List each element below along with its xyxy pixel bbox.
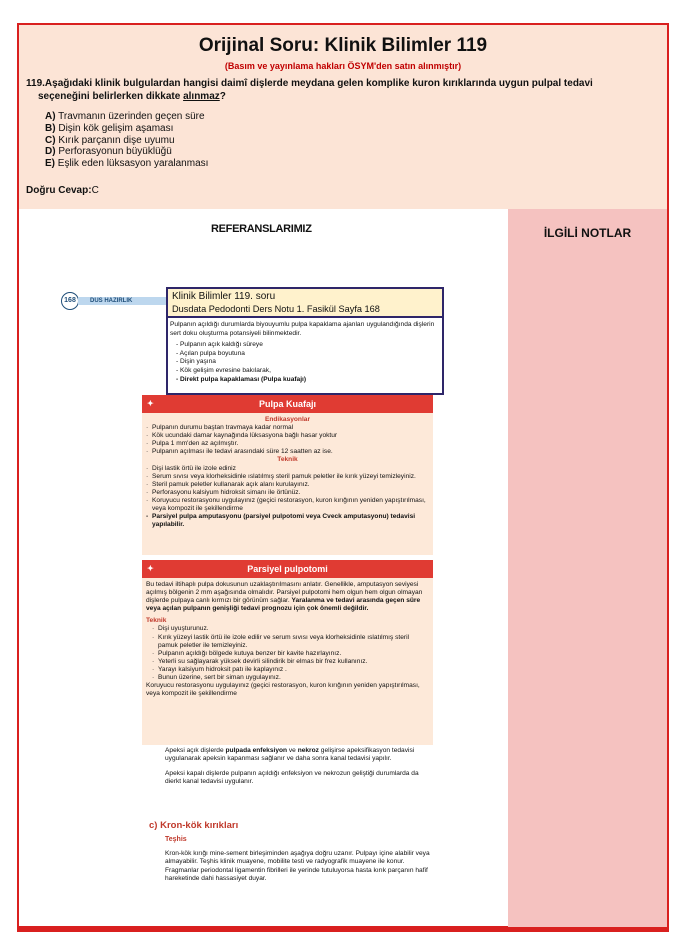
list-item: · Pulpa 1 mm'den az açılmıştır.: [146, 440, 429, 448]
apex-text: gelişirse apeksifikasyon tedavisi uygulanarak apeksin kapanması sağlanır ve daha sonra kanal tedavisi yapılır.: [165, 747, 415, 763]
kuafaj-indications-heading: Endikasyonlar: [264, 416, 311, 423]
list-item: · Pulpanın açıldığı bölgede kutuya benzer bir kavite hazırlayınız.: [152, 650, 429, 658]
pulpotomi-body: [142, 578, 433, 701]
pulpotomi-title: Parsiyel pulpotomi: [247, 564, 328, 574]
list-item-bold: - Parsiyel pulpa amputasyonu (parsiyel pulpotomi veya Cveck amputasyonu) tedavisi yapılabilir.: [146, 513, 429, 529]
answer-label: Doğru Cevap:: [26, 185, 92, 196]
kuafaj-header: [142, 395, 433, 413]
pulpotomi-header: [142, 560, 433, 578]
option-text: Travmanın üzerinden geçen süre: [58, 111, 205, 122]
question-line-1: 119.Aşağıdaki klinik bulgulardan hangisi daimî dişlerde meydana gelen komplike kuron kırıklarında uygun pulpal tedavi: [26, 78, 593, 89]
list-item: · Dişi lastik örtü ile izole ediniz: [146, 465, 429, 473]
list-item: · Kök ucundaki damar kaynağında lüksasyona bağlı hasar yoktur: [146, 432, 429, 440]
option-letter: C): [45, 134, 56, 146]
reference-callout: [166, 287, 444, 395]
list-item: · Perforasyonu kalsiyum hidroksit simanı ile örtünüz.: [146, 489, 429, 497]
list-item: - Pulpanın açık kaldığı süreye: [176, 341, 444, 350]
kron-kok-heading: c) Kron-kök kırıkları: [149, 820, 239, 831]
kuafaj-section: [142, 395, 433, 555]
references-heading: REFERANSLARIMIZ: [211, 223, 312, 235]
list-item: · Yeterli su sağlayarak yüksek devirli silindirik bir elmas bir frez kullanınız.: [152, 658, 429, 666]
list-item: · Serum sıvısı veya klorheksidinle ıslatılmış steril pamuk peletler ile kırık yüzeyi temizleyiniz.: [146, 473, 429, 481]
pulpotomi-technique-heading: Teknik: [146, 617, 167, 625]
pulpotomi-intro-bold: Yaralanma ve tedavi arasında geçen süre veya açılan pulpanın genişliği tedavi prognozu için çok önemli değildir.: [146, 597, 421, 613]
option-a: [45, 111, 208, 123]
reference-source: Dusdata Pedodonti Ders Notu 1. Fasikül Sayfa 168: [172, 304, 380, 314]
apex-text: Apeksi açık dişlerde: [165, 747, 226, 754]
tooth-icon: ✦: [147, 564, 154, 573]
option-letter: E): [45, 158, 55, 170]
list-item: · Bunun üzerine, sert bir siman uygulayınız.: [152, 674, 429, 682]
notes-heading: İLGİLİ NOTLAR: [543, 226, 632, 240]
option-e: [45, 158, 208, 170]
question-mark: ?: [219, 91, 226, 102]
list-item: · Yarayı kalsiyum hidroksit patı ile kaplayınız .: [152, 666, 429, 674]
teshis-heading: Teşhis: [165, 836, 187, 843]
answer-value: C: [91, 185, 99, 196]
reference-callout-body: [168, 319, 446, 386]
option-text: Dişin kök gelişim aşaması: [58, 122, 174, 134]
option-text: Eşlik eden lüksasyon yaralanması: [57, 158, 209, 170]
option-c: [45, 135, 208, 147]
pulpotomi-section: [142, 560, 433, 745]
option-d: [45, 146, 208, 158]
option-text: Kırık parçanın dişe uyumu: [58, 134, 175, 146]
reference-title: Klinik Bilimler 119. soru: [172, 291, 276, 302]
pulpotomi-outro: Koruyucu restorasyonu uygulayınız (geçici restorasyon, kuron kırığının yeniden yapıştırılması, veya kompozit ile şekillendirme: [146, 682, 420, 698]
pulpotomi-intro: [146, 581, 429, 613]
kron-kok-paragraph: Kron-kök kırığı mine-sement birleşiminden aşağıya doğru uzanır. Pulpayı içine alabilir veya almayabilir. Teşhis klinik muayene, mobilite testi ve radyografik muayene ile konur. Fragmanlar periodontal ligamentin fibrilleri ile yerinde tutuluyorsa hasta kırık parçanın hafif hareketinde dahi hassasiyet duyar.: [165, 850, 430, 883]
option-b: [45, 123, 208, 135]
notes-panel: [508, 209, 667, 928]
correct-answer: [26, 185, 99, 196]
apex-bold: nekroz: [297, 747, 319, 754]
page-title: Orijinal Soru: Klinik Bilimler 119: [198, 35, 488, 56]
question-emphasis: alınmaz: [183, 91, 220, 102]
page-tab-label: DUS HAZIRLIK: [78, 297, 188, 305]
answer-options: [45, 111, 208, 170]
question-text: [26, 77, 636, 103]
list-item: · Steril pamuk peletler kullanarak açık alanı kurulayınız.: [146, 481, 429, 489]
kuafaj-body: [142, 413, 433, 532]
reference-callout-header: [168, 289, 442, 318]
list-item: - Kök gelişim evresine bakılarak,: [176, 367, 444, 376]
list-item: · Dişi uyuşturunuz.: [152, 625, 429, 633]
list-item-bold: - Direkt pulpa kapaklaması (Pulpa kuafajı): [176, 376, 444, 385]
apex-bold: pulpada enfeksiyon: [225, 747, 288, 754]
list-item: · Koruyucu restorasyonu uygulayınız (geçici restorasyon, kuron kırığının yeniden yapıştırılması, veya kompozit ile şekillendirme: [146, 497, 429, 513]
tooth-icon: ✦: [147, 399, 154, 408]
bottom-border: [17, 927, 669, 932]
apex-paragraph-2: Apeksi kapalı dişlerde pulpanın açıldığı enfeksiyon ve nekrozun geliştiği durumlarda da dierkt kanal tedavisi uygulanır.: [165, 770, 419, 786]
list-item: · Pulpanın durumu baştan travmaya kadar normal: [146, 424, 429, 432]
list-item: · Pulpanın açılması ile tedavi arasındaki süre 12 saatten az ise.: [146, 448, 429, 456]
copyright-note: (Basım ve yayınlama hakları ÖSYM'den satın alınmıştır): [224, 61, 462, 71]
option-letter: D): [45, 146, 56, 158]
reference-intro: Pulpanın açıldığı durumlarda biyouyumlu pulpa kapaklama ajanları uygulandığında dişlerin sert doku oluşturma potansiyeli bilinmektedir.: [170, 321, 435, 337]
option-letter: A): [45, 111, 56, 122]
list-item: · Kırık yüzeyi lastik örtü ile izole edilir ve serum sıvısı veya klorheksidinle ıslatılmış steril pamuk peletler ile temizleyiniz.: [152, 634, 429, 650]
page-number-badge: 168: [61, 292, 79, 310]
pulpotomi-intro-text: Bu tedavi iltihaplı pulpa dokusunun uzaklaştırılmasını anlatır. Genellikle, amputasyon seviyesi açılmış bölgenin 2 mm aşağısında olmalıdır. Parsiyel pulpotomi hem olgun hem olgun olmayan dişlerde pulpaya canlı kırmızı bir görünüm sağlar.: [146, 581, 423, 605]
apex-paragraph-1: [165, 747, 435, 764]
apex-text: ve: [287, 747, 298, 754]
question-line-2-text: seçeneğini belirlerken dikkate: [38, 91, 184, 102]
kuafaj-technique-heading: Teknik: [277, 456, 298, 464]
kuafaj-title: Pulpa Kuafajı: [258, 399, 316, 409]
option-letter: B): [45, 122, 56, 134]
list-item: - Dişin yaşına: [176, 358, 444, 367]
option-text: Perforasyonun büyüklüğü: [58, 146, 172, 158]
question-line-2: [26, 90, 636, 103]
question-panel: [19, 25, 667, 209]
page-frame: [17, 23, 669, 928]
list-item: - Açılan pulpa boyutuna: [176, 350, 444, 359]
